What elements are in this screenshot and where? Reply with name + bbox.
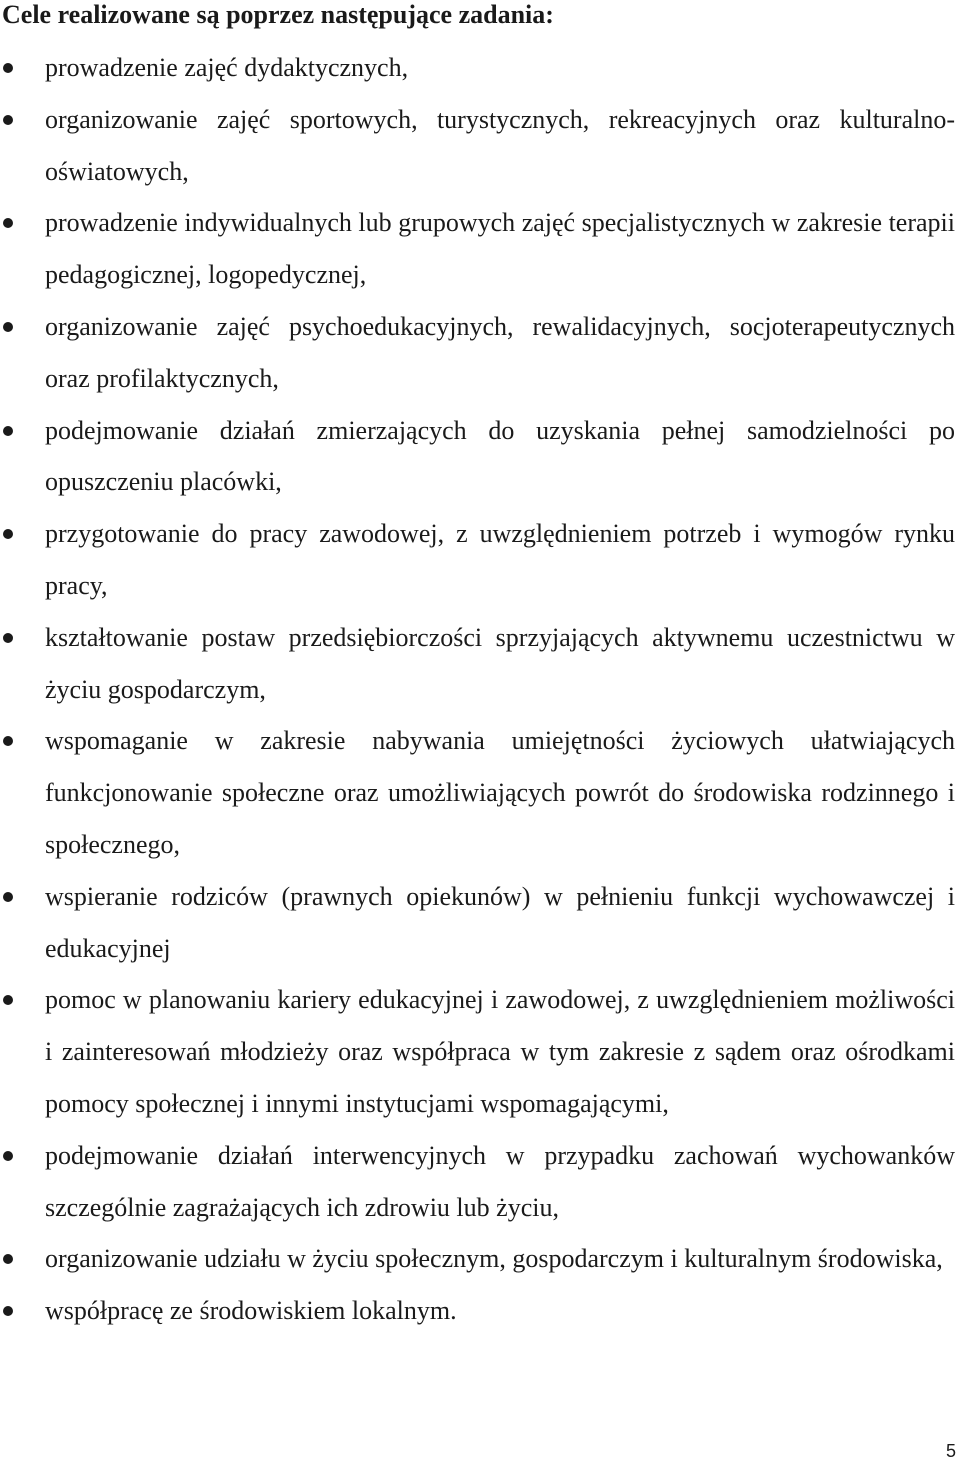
bullet-icon bbox=[3, 426, 13, 436]
bullet-icon bbox=[3, 736, 13, 746]
list-item bbox=[0, 1285, 960, 1337]
list-item-text: podejmowanie działań interwencyjnych w przypadku zachowań wychowanków szczególnie zagrażających ich zdrowiu lub życiu, bbox=[45, 1140, 955, 1222]
list-item-text: kształtowanie postaw przedsiębiorczości sprzyjających aktywnemu uczestnictwu w życiu gospodarczym, bbox=[45, 622, 955, 704]
list-item bbox=[0, 1233, 960, 1285]
section-heading: Cele realizowane są poprzez następujące zadania: bbox=[2, 0, 554, 29]
list-item-text: wspieranie rodziców (prawnych opiekunów) w pełnieniu funkcji wychowawczej i edukacyjnej bbox=[45, 881, 955, 963]
list-item bbox=[0, 42, 960, 94]
list-item bbox=[0, 508, 960, 612]
list-item bbox=[0, 1130, 960, 1234]
list-item-text: podejmowanie działań zmierzających do uzyskania pełnej samodzielności po opuszczeniu placówki, bbox=[45, 415, 955, 497]
page-number: 5 bbox=[945, 1441, 956, 1461]
bullet-icon bbox=[3, 633, 13, 643]
bullet-icon bbox=[3, 529, 13, 539]
list-item-text: organizowanie zajęć sportowych, turystycznych, rekreacyjnych oraz kulturalno-oświatowych, bbox=[45, 104, 955, 186]
bullet-icon bbox=[3, 1254, 13, 1264]
bullet-icon bbox=[3, 115, 13, 125]
list-item-text: prowadzenie zajęć dydaktycznych, bbox=[45, 53, 409, 82]
list-item-text: prowadzenie indywidualnych lub grupowych zajęć specjalistycznych w zakresie terapii pedagogicznej, logopedycznej, bbox=[45, 208, 955, 290]
list-item bbox=[0, 612, 960, 716]
bullet-icon bbox=[3, 995, 13, 1005]
list-item bbox=[0, 197, 960, 301]
bullet-icon bbox=[3, 892, 13, 902]
list-item bbox=[0, 94, 960, 198]
list-item-text: pomoc w planowaniu kariery edukacyjnej i zawodowej, z uwzględnieniem możliwości i zainteresowań młodzieży oraz współpraca w tym zakresie z sądem oraz ośrodkami pomocy społecznej i innymi instytucjami wspomagającymi, bbox=[45, 985, 955, 1118]
list-item-text: wspomaganie w zakresie nabywania umiejętności życiowych ułatwiających funkcjonowanie społeczne oraz umożliwiających powrót do środowiska rodzinnego i społecznego, bbox=[45, 726, 955, 859]
bullet-icon bbox=[3, 1306, 13, 1316]
bullet-icon bbox=[3, 63, 13, 73]
bullet-icon bbox=[3, 218, 13, 228]
bullet-icon bbox=[3, 1151, 13, 1161]
list-item bbox=[0, 974, 960, 1129]
list-item bbox=[0, 871, 960, 975]
list-item-text: przygotowanie do pracy zawodowej, z uwzględnieniem potrzeb i wymogów rynku pracy, bbox=[45, 519, 955, 600]
list-item-text: współpracę ze środowiskiem lokalnym. bbox=[45, 1296, 457, 1326]
list-item-text: organizowanie udziału w życiu społecznym, gospodarczym i kulturalnym środowiska, bbox=[45, 1244, 943, 1274]
list-item bbox=[0, 301, 960, 405]
bullet-icon bbox=[3, 322, 13, 332]
list-item bbox=[0, 715, 960, 870]
task-list bbox=[0, 42, 960, 1337]
list-item-text: organizowanie zajęć psychoedukacyjnych, rewalidacyjnych, socjoterapeutycznych oraz profilaktycznych, bbox=[45, 311, 955, 393]
list-item bbox=[0, 405, 960, 509]
